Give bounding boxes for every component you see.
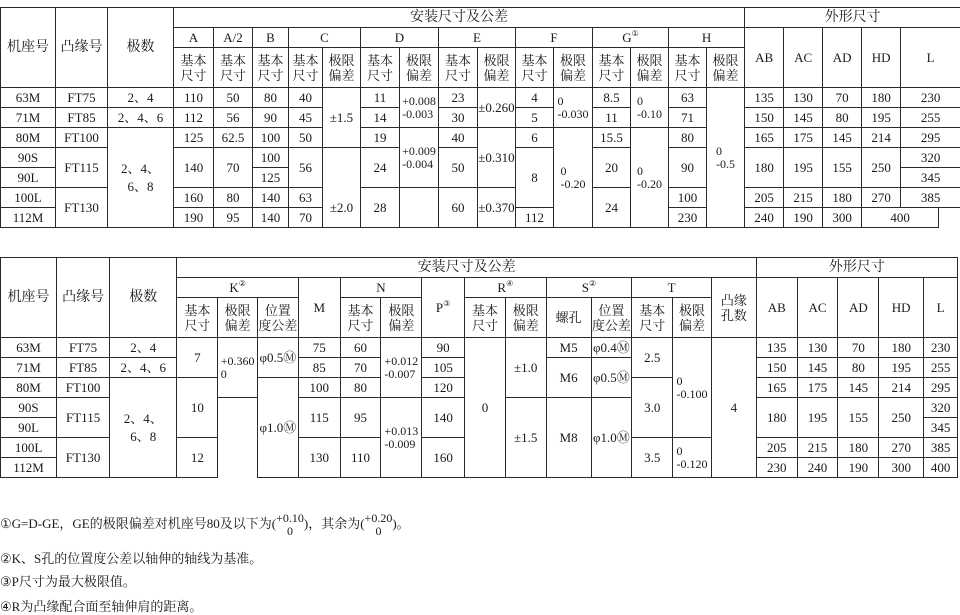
frame-cell: 71M	[1, 358, 57, 378]
poles-cell: 2、4	[110, 338, 177, 358]
header-E-limit: 极限 偏差	[478, 48, 516, 88]
cell-L: 255	[901, 108, 960, 128]
table-row	[1, 128, 960, 148]
header-K: K②	[177, 278, 298, 298]
cell-G-tol: 0 -0.10	[631, 88, 669, 128]
cell-AB: 205	[745, 188, 784, 208]
flange-cell: FT75	[57, 338, 110, 358]
header-S: S②	[546, 278, 632, 298]
cell-A2: 95	[214, 208, 253, 228]
flange-cell: FT100	[57, 378, 110, 398]
cell-D-tol: +0.009 -0.004	[400, 128, 439, 188]
cell-A2: 62.5	[214, 128, 253, 148]
header-G-basic: 基本 尺寸	[593, 48, 631, 88]
header-K-basic: 基本 尺寸	[177, 298, 218, 338]
header-D: D	[361, 28, 439, 48]
cell-G: 24	[593, 188, 631, 228]
cell-AD: 80	[823, 108, 862, 128]
cell-C-tol-blank	[323, 148, 361, 188]
footnote-mark-1: ①	[632, 29, 639, 38]
cell-A: 160	[174, 188, 214, 208]
cell-R-tol: ±1.0	[505, 338, 546, 398]
cell-HD: 250	[862, 148, 901, 188]
cell-AD: 190	[784, 208, 823, 228]
cell-N: 95	[340, 398, 381, 438]
cell-flange-holes: 4	[711, 338, 756, 478]
header-C: C	[289, 28, 361, 48]
frame-cell: 80M	[1, 128, 56, 148]
footnote-mark-2: ②	[239, 279, 246, 288]
cell-A: 125	[174, 128, 214, 148]
frame-cell: 90L	[1, 168, 56, 188]
header-H: H	[669, 28, 745, 48]
footnote-mark-2: ②	[589, 279, 596, 288]
header-D-basic: 基本 尺寸	[361, 48, 400, 88]
cell-S-hole: M8	[546, 398, 591, 478]
cell-D-tol-blank	[400, 188, 439, 228]
header-B: B	[253, 28, 289, 48]
cell-HD: 214	[862, 128, 901, 148]
cell-C: 40	[289, 88, 323, 108]
header-T-limit: 极限 偏差	[673, 298, 712, 338]
header-S-pos: 位置 度公差	[591, 298, 632, 338]
cell-L: 400	[862, 208, 939, 228]
header-A2-basic: 基本 尺寸	[214, 48, 253, 88]
cell-AC: 130	[784, 88, 823, 108]
cell-M: 85	[298, 358, 340, 378]
cell-D: 24	[361, 148, 400, 188]
header-N: N	[340, 278, 422, 298]
header-flange-holes: 凸缘 孔数	[711, 278, 756, 338]
frame-cell: 63M	[1, 88, 56, 108]
cell-L: 230	[901, 88, 960, 108]
cell-AC: 240	[797, 458, 838, 478]
cell-R-tol: ±1.5	[505, 398, 546, 478]
header-N-limit: 极限 偏差	[381, 298, 422, 338]
cell-N: 110	[340, 438, 381, 478]
cell-F: 8	[516, 148, 554, 208]
poles-cell: 2、4、6	[108, 108, 174, 128]
frame-cell: 90S	[1, 398, 57, 418]
header-outline-group: 外形尺寸	[756, 258, 957, 278]
cell-N-tol: +0.012 -0.007	[381, 338, 422, 398]
cell-L: 320	[924, 398, 958, 418]
cell-HD: 300	[823, 208, 862, 228]
footnote-mark-3: ③	[443, 299, 450, 308]
header-K-pos: 位置 度公差	[258, 298, 299, 338]
header-E-basic: 基本 尺寸	[439, 48, 478, 88]
poles-cell: 2、4	[108, 88, 174, 108]
cell-L: 345	[924, 418, 958, 438]
header-S-hole: 螺孔	[546, 298, 591, 338]
cell-H: 112	[516, 208, 554, 228]
dimensions-table-1	[0, 7, 960, 228]
cell-E-tol: ±0.260	[478, 88, 516, 128]
cell-H: 80	[669, 128, 707, 148]
header-poles: 极数	[110, 258, 177, 338]
cell-AD: 180	[838, 438, 879, 458]
cell-AB: 180	[745, 148, 784, 188]
cell-L: 345	[901, 168, 960, 188]
header-flange: 凸缘号	[56, 8, 108, 88]
cell-T-tol: 0 -0.120	[673, 438, 712, 478]
cell-AD: 180	[823, 188, 862, 208]
frame-cell: 71M	[1, 108, 56, 128]
header-H-basic: 基本 尺寸	[669, 48, 707, 88]
poles-cell: 2、4、 6、8	[108, 128, 174, 228]
cell-N: 70	[340, 358, 381, 378]
cell-AC: 215	[797, 438, 838, 458]
cell-N: 80	[340, 378, 381, 398]
cell-L: 320	[901, 148, 960, 168]
header-P: P③	[422, 278, 465, 338]
cell-P: 160	[422, 438, 465, 478]
cell-A2: 56	[214, 108, 253, 128]
cell-S-pos: φ0.4Ⓜ	[591, 338, 632, 358]
frame-cell: 100L	[1, 188, 56, 208]
cell-B: 125	[253, 168, 289, 188]
cell-AB: 165	[756, 378, 797, 398]
poles-cell: 2、4、 6、8	[110, 378, 177, 478]
cell-S-pos: φ1.0Ⓜ	[591, 398, 632, 478]
footnote-1: ①G=D-GE，GE的极限偏差对机座号80及以下为(+0.10 0)，其余为(+0.20 0)。	[0, 512, 410, 538]
cell-D: 19	[361, 128, 400, 148]
frame-cell: 80M	[1, 378, 57, 398]
cell-B: 140	[253, 188, 289, 208]
cell-S-pos: φ0.5Ⓜ	[591, 358, 632, 398]
cell-AC: 195	[784, 148, 823, 188]
cell-K: 12	[177, 438, 218, 478]
header-F: F	[516, 28, 593, 48]
cell-D-tol: +0.008 -0.003	[400, 88, 439, 128]
cell-AB: 150	[756, 358, 797, 378]
cell-T: 3.0	[632, 378, 673, 438]
cell-G: 8.5	[593, 88, 631, 108]
cell-HD: 195	[862, 108, 901, 128]
cell-L: 255	[924, 358, 958, 378]
cell-B: 100	[253, 128, 289, 148]
cell-G: 15.5	[593, 128, 631, 148]
header-F-limit: 极限 偏差	[554, 48, 593, 88]
cell-AB: 135	[756, 338, 797, 358]
cell-HD: 270	[862, 188, 901, 208]
header-outline-group: 外形尺寸	[745, 8, 960, 28]
cell-L: 385	[901, 188, 960, 208]
cell-AB: 230	[756, 458, 797, 478]
cell-S-hole: M5	[546, 338, 591, 358]
cell-H: 100	[669, 188, 707, 208]
cell-F: 6	[516, 128, 554, 148]
header-E: E	[439, 28, 516, 48]
fraction-2: +0.20 0	[365, 512, 393, 538]
cell-T: 3.5	[632, 438, 673, 478]
header-AD: AD	[838, 278, 879, 338]
footnote-4: ④R为凸缘配合面至轴伸肩的距离。	[0, 596, 202, 615]
cell-A2: 50	[214, 88, 253, 108]
cell-E: 50	[439, 148, 478, 188]
header-frame: 机座号	[1, 258, 57, 338]
cell-C: 45	[289, 108, 323, 128]
cell-AC: 175	[797, 378, 838, 398]
table-row	[1, 338, 958, 358]
header-D-limit: 极限 偏差	[400, 48, 439, 88]
header-R-limit: 极限 偏差	[505, 298, 546, 338]
cell-M: 75	[298, 338, 340, 358]
cell-AD: 80	[838, 358, 879, 378]
flange-cell: FT115	[57, 398, 110, 438]
header-T: T	[632, 278, 712, 298]
header-L: L	[901, 28, 960, 88]
header-C-limit: 极限 偏差	[323, 48, 361, 88]
cell-AD: 145	[838, 378, 879, 398]
header-C-basic: 基本 尺寸	[289, 48, 323, 88]
cell-E: 23	[439, 88, 478, 108]
cell-P: 90	[422, 338, 465, 358]
frame-cell: 90S	[1, 148, 56, 168]
cell-L: 230	[924, 338, 958, 358]
cell-L: 295	[924, 378, 958, 398]
cell-D: 14	[361, 108, 400, 128]
cell-C: 56	[289, 148, 323, 188]
cell-A2: 80	[214, 188, 253, 208]
flange-cell: FT85	[57, 358, 110, 378]
cell-A2: 70	[214, 148, 253, 188]
cell-B: 100	[253, 148, 289, 168]
table-row	[1, 88, 960, 108]
cell-F: 5	[516, 108, 554, 128]
cell-D: 28	[361, 188, 400, 228]
flange-cell: FT130	[56, 188, 108, 228]
cell-AC: 240	[745, 208, 784, 228]
cell-A: 140	[174, 148, 214, 188]
header-install-group: 安装尺寸及公差	[177, 258, 756, 278]
footnote-mark-4: ④	[506, 279, 513, 288]
cell-HD: 300	[879, 458, 924, 478]
cell-D: 11	[361, 88, 400, 108]
cell-H: 63	[669, 88, 707, 108]
frame-cell: 100L	[1, 438, 57, 458]
frame-cell: 112M	[1, 458, 57, 478]
cell-AC: 195	[797, 398, 838, 438]
cell-L: 295	[901, 128, 960, 148]
cell-C: 50	[289, 128, 323, 148]
cell-M: 115	[298, 398, 340, 438]
header-R: R④	[465, 278, 547, 298]
header-A-basic: 基本 尺寸	[174, 48, 214, 88]
cell-G: 20	[593, 148, 631, 188]
cell-T-tol: 0 -0.100	[673, 338, 712, 438]
cell-E-tol: ±0.310	[478, 128, 516, 188]
flange-cell: FT75	[56, 88, 108, 108]
cell-N: 60	[340, 338, 381, 358]
header-HD: HD	[879, 278, 924, 338]
header-T-basic: 基本 尺寸	[632, 298, 673, 338]
header-AD: AD	[823, 28, 862, 88]
header-AC: AC	[784, 28, 823, 88]
cell-HD: 270	[879, 438, 924, 458]
header-G: G①	[593, 28, 669, 48]
header-frame: 机座号	[1, 8, 56, 88]
cell-A: 190	[174, 208, 214, 228]
cell-A: 110	[174, 88, 214, 108]
cell-AD: 155	[838, 398, 879, 438]
poles-cell: 2、4、6	[110, 358, 177, 378]
footnote-2: ②K、S孔的位置度公差以轴伸的轴线为基准。	[0, 548, 262, 567]
cell-AC: 145	[784, 108, 823, 128]
dimensions-table-2	[0, 257, 958, 478]
cell-B: 80	[253, 88, 289, 108]
header-H-limit: 极限 偏差	[707, 48, 745, 88]
cell-AD: 70	[823, 88, 862, 108]
cell-M: 100	[298, 378, 340, 398]
cell-AC: 145	[797, 358, 838, 378]
cell-AD: 70	[838, 338, 879, 358]
cell-HD: 250	[879, 398, 924, 438]
header-A: A	[174, 28, 214, 48]
cell-AD: 155	[823, 148, 862, 188]
header-flange: 凸缘号	[57, 258, 110, 338]
cell-AC: 175	[784, 128, 823, 148]
cell-H: 90	[669, 148, 707, 188]
header-AC: AC	[797, 278, 838, 338]
header-M: M	[298, 278, 340, 338]
cell-E: 40	[439, 128, 478, 148]
cell-T: 2.5	[632, 338, 673, 378]
cell-AB: 165	[745, 128, 784, 148]
cell-F-tol: 0 -0.030	[554, 88, 593, 128]
header-G-limit: 极限 偏差	[631, 48, 669, 88]
frame-cell: 112M	[1, 208, 56, 228]
cell-K-pos: φ0.5Ⓜ	[258, 338, 299, 378]
cell-B: 90	[253, 108, 289, 128]
cell-AB: 205	[756, 438, 797, 458]
cell-A: 112	[174, 108, 214, 128]
cell-HD: 214	[879, 378, 924, 398]
flange-cell: FT85	[56, 108, 108, 128]
cell-C: 70	[289, 208, 323, 228]
cell-K-tol: +0.360 0	[218, 338, 258, 398]
cell-G: 11	[593, 108, 631, 128]
flange-cell: FT100	[56, 128, 108, 148]
frame-cell: 63M	[1, 338, 57, 358]
cell-P: 120	[422, 378, 465, 398]
cell-AB: 135	[745, 88, 784, 108]
cell-R: 0	[465, 338, 506, 478]
cell-S-hole: M6	[546, 358, 591, 398]
header-poles: 极数	[108, 8, 174, 88]
header-install-group: 安装尺寸及公差	[174, 8, 745, 28]
header-A2: A/2	[214, 28, 253, 48]
cell-HD: 180	[862, 88, 901, 108]
flange-cell: FT130	[57, 438, 110, 478]
cell-C-tol: ±1.5	[323, 88, 361, 148]
cell-H-tol: 0 -0.5	[707, 88, 745, 228]
cell-E: 60	[439, 188, 478, 228]
cell-AD: 190	[838, 458, 879, 478]
cell-B: 140	[253, 208, 289, 228]
cell-F: 4	[516, 88, 554, 108]
cell-E: 30	[439, 108, 478, 128]
cell-E-tol: ±0.370	[478, 188, 516, 228]
cell-HD: 195	[879, 358, 924, 378]
header-HD: HD	[862, 28, 901, 88]
cell-K: 10	[177, 378, 218, 438]
cell-L: 400	[924, 458, 958, 478]
cell-AC: 130	[797, 338, 838, 358]
header-AB: AB	[756, 278, 797, 338]
header-L: L	[924, 278, 958, 338]
header-K-limit: 极限 偏差	[218, 298, 258, 338]
header-N-basic: 基本 尺寸	[340, 298, 381, 338]
cell-AB: 230	[669, 208, 707, 228]
cell-L: 385	[924, 438, 958, 458]
cell-G-tol: 0 -0.20	[631, 128, 669, 228]
frame-cell: 90L	[1, 418, 57, 438]
cell-K-tol-blank	[218, 398, 258, 478]
cell-N-tol: +0.013 -0.009	[381, 398, 422, 478]
cell-AB: 180	[756, 398, 797, 438]
cell-AD: 145	[823, 128, 862, 148]
header-B-basic: 基本 尺寸	[253, 48, 289, 88]
header-R-basic: 基本 尺寸	[465, 298, 506, 338]
cell-AC: 215	[784, 188, 823, 208]
flange-cell: FT115	[56, 148, 108, 188]
header-AB: AB	[745, 28, 784, 88]
cell-P: 105	[422, 358, 465, 378]
cell-M: 130	[298, 438, 340, 478]
cell-P: 140	[422, 398, 465, 438]
cell-C-tol: ±2.0	[323, 188, 361, 228]
cell-F-tol: 0 -0.20	[554, 128, 593, 228]
cell-K: 7	[177, 338, 218, 378]
cell-H: 71	[669, 108, 707, 128]
cell-AB: 150	[745, 108, 784, 128]
cell-K-pos: φ1.0Ⓜ	[258, 378, 299, 478]
cell-HD: 180	[879, 338, 924, 358]
fraction-1: +0.10 0	[276, 512, 304, 538]
cell-C: 63	[289, 188, 323, 208]
header-F-basic: 基本 尺寸	[516, 48, 554, 88]
footnote-3: ③P尺寸为最大极限值。	[0, 571, 136, 590]
